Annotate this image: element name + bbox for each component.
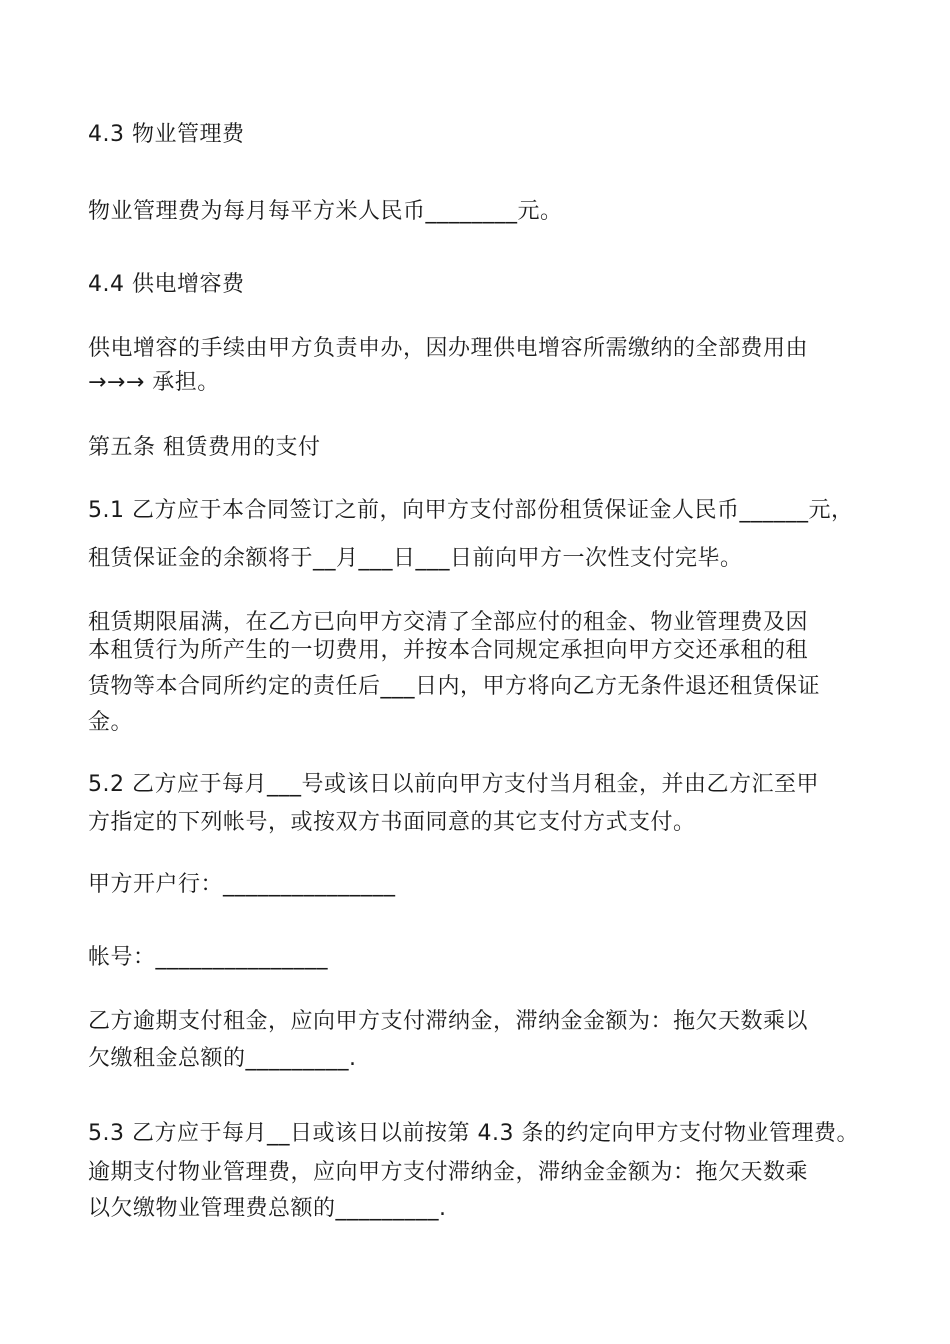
paragraph-5-2-line-2: 方指定的下列帐号，或按双方书面同意的其它支付方式支付。	[88, 810, 696, 835]
paragraph-late-rent-line-2: 欠缴租金总额的_________.	[88, 1046, 357, 1071]
bank-field-line: 甲方开户行：_______________	[88, 872, 396, 897]
paragraph-4-3: 物业管理费为每月每平方米人民币________元。	[88, 199, 563, 224]
paragraph-deposit-line-2: 本租赁行为所产生的一切费用，并按本合同规定承担向甲方交还承租的租	[88, 638, 809, 663]
paragraph-5-3-line-2: 逾期支付物业管理费，应向甲方支付滞纳金，滞纳金金额为：拖欠天数乘	[88, 1160, 809, 1185]
account-field-line: 帐号：_______________	[88, 945, 329, 970]
paragraph-5-3-line-1: 5.3 乙方应于每月__日或该日以前按第 4.3 条的约定向甲方支付物业管理费。	[88, 1121, 859, 1146]
section-heading-4-4: 4.4 供电增容费	[88, 272, 245, 297]
article-5-heading: 第五条 租赁费用的支付	[88, 435, 321, 460]
section-heading-4-3: 4.3 物业管理费	[88, 122, 245, 147]
paragraph-late-rent-line-1: 乙方逾期支付租金，应向甲方支付滞纳金，滞纳金金额为：拖欠天数乘以	[88, 1009, 809, 1034]
paragraph-4-4-line-2: →→→ 承担。	[88, 370, 220, 395]
paragraph-deposit-line-1: 租赁期限届满，在乙方已向甲方交清了全部应付的租金、物业管理费及因	[88, 610, 809, 635]
paragraph-5-2-line-1: 5.2 乙方应于每月___号或该日以前向甲方支付当月租金，并由乙方汇至甲	[88, 772, 819, 797]
paragraph-5-3-line-3: 以欠缴物业管理费总额的_________.	[88, 1196, 447, 1221]
paragraph-4-4-line-1: 供电增容的手续由甲方负责申办，因办理供电增容所需缴纳的全部费用由	[88, 336, 809, 361]
paragraph-deposit-line-4: 金。	[88, 710, 134, 735]
paragraph-5-1-line-2: 租赁保证金的余额将于__月___日___日前向甲方一次性支付完毕。	[88, 546, 743, 571]
paragraph-5-1-line-1: 5.1 乙方应于本合同签订之前，向甲方支付部份租赁保证金人民币______元，	[88, 498, 854, 523]
paragraph-deposit-line-3: 赁物等本合同所约定的责任后___日内，甲方将向乙方无条件退还租赁保证	[88, 674, 821, 699]
